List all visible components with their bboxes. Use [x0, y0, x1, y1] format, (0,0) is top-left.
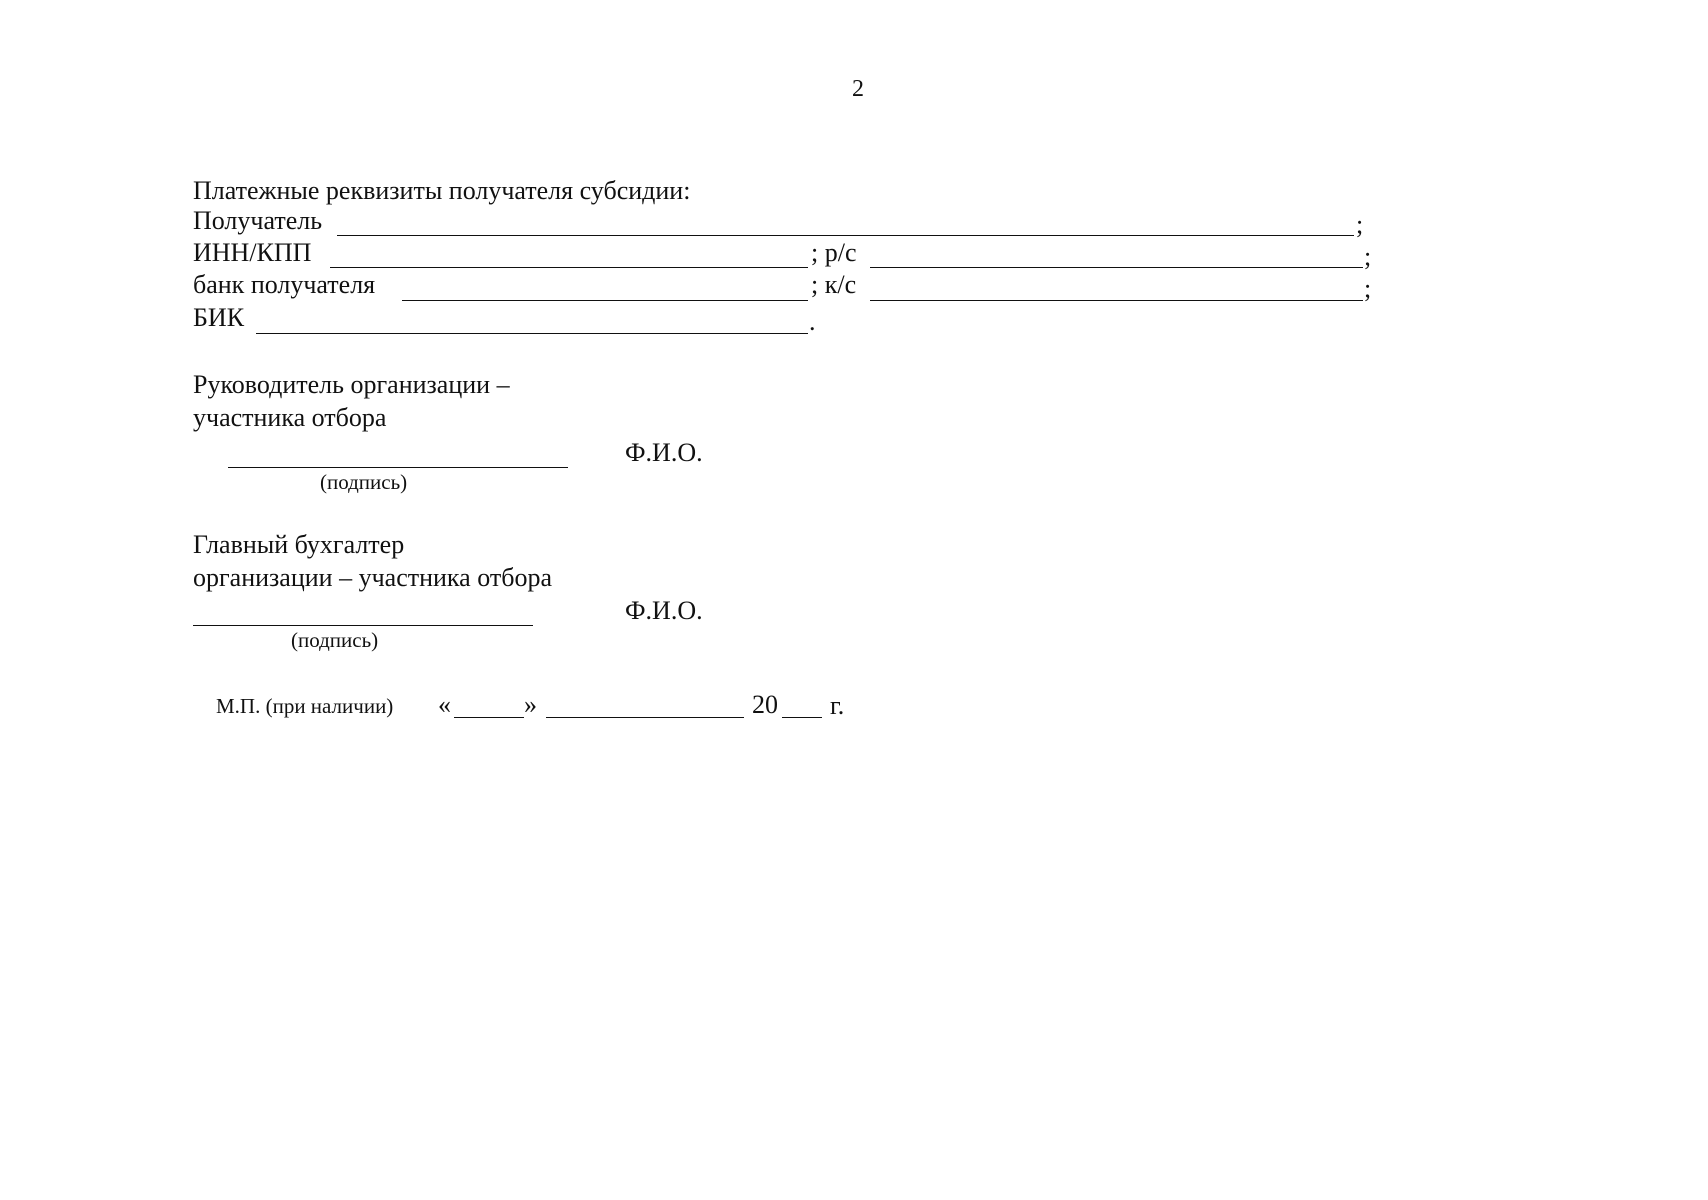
recipient-blank[interactable]: [337, 235, 1354, 236]
recipient-label: Получатель: [193, 206, 323, 235]
head-fio: Ф.И.О.: [625, 438, 703, 467]
inn-blank[interactable]: [330, 267, 808, 268]
recipient-semicolon: ;: [1356, 210, 1364, 239]
accountant-signature-caption: (подпись): [291, 628, 379, 652]
bank-blank[interactable]: [402, 300, 808, 301]
head-title-line1: Руководитель организации –: [193, 370, 510, 399]
date-day-blank[interactable]: [454, 717, 524, 718]
date-year-prefix: 20: [752, 690, 778, 719]
rs-label: ; р/с: [811, 238, 857, 267]
accountant-fio: Ф.И.О.: [625, 596, 703, 625]
accountant-title-line1: Главный бухгалтер: [193, 530, 405, 559]
date-month-blank[interactable]: [546, 717, 744, 718]
bik-period: .: [809, 307, 816, 336]
head-signature-caption: (подпись): [320, 470, 408, 494]
payment-heading: Платежные реквизиты получателя субсидии:: [193, 176, 691, 205]
date-year-suffix: г.: [830, 691, 845, 720]
accountant-signature-blank[interactable]: [193, 625, 533, 626]
head-title-line2: участника отбора: [193, 403, 387, 432]
bank-label: банк получателя: [193, 270, 376, 299]
date-year-blank[interactable]: [782, 717, 822, 718]
stamp-label: М.П. (при наличии): [216, 694, 394, 718]
bik-blank[interactable]: [256, 333, 808, 334]
ks-label: ; к/с: [811, 270, 857, 299]
date-quote-open: «: [438, 690, 451, 719]
ks-semicolon: ;: [1364, 274, 1372, 303]
date-quote-close: »: [524, 690, 537, 719]
inn-label: ИНН/КПП: [193, 238, 312, 267]
page-number: 2: [852, 76, 864, 102]
head-signature-blank[interactable]: [228, 467, 568, 468]
rs-semicolon: ;: [1364, 242, 1372, 271]
accountant-title-line2: организации – участника отбора: [193, 563, 552, 592]
bik-label: БИК: [193, 303, 245, 332]
rs-blank[interactable]: [870, 267, 1363, 268]
ks-blank[interactable]: [870, 300, 1363, 301]
